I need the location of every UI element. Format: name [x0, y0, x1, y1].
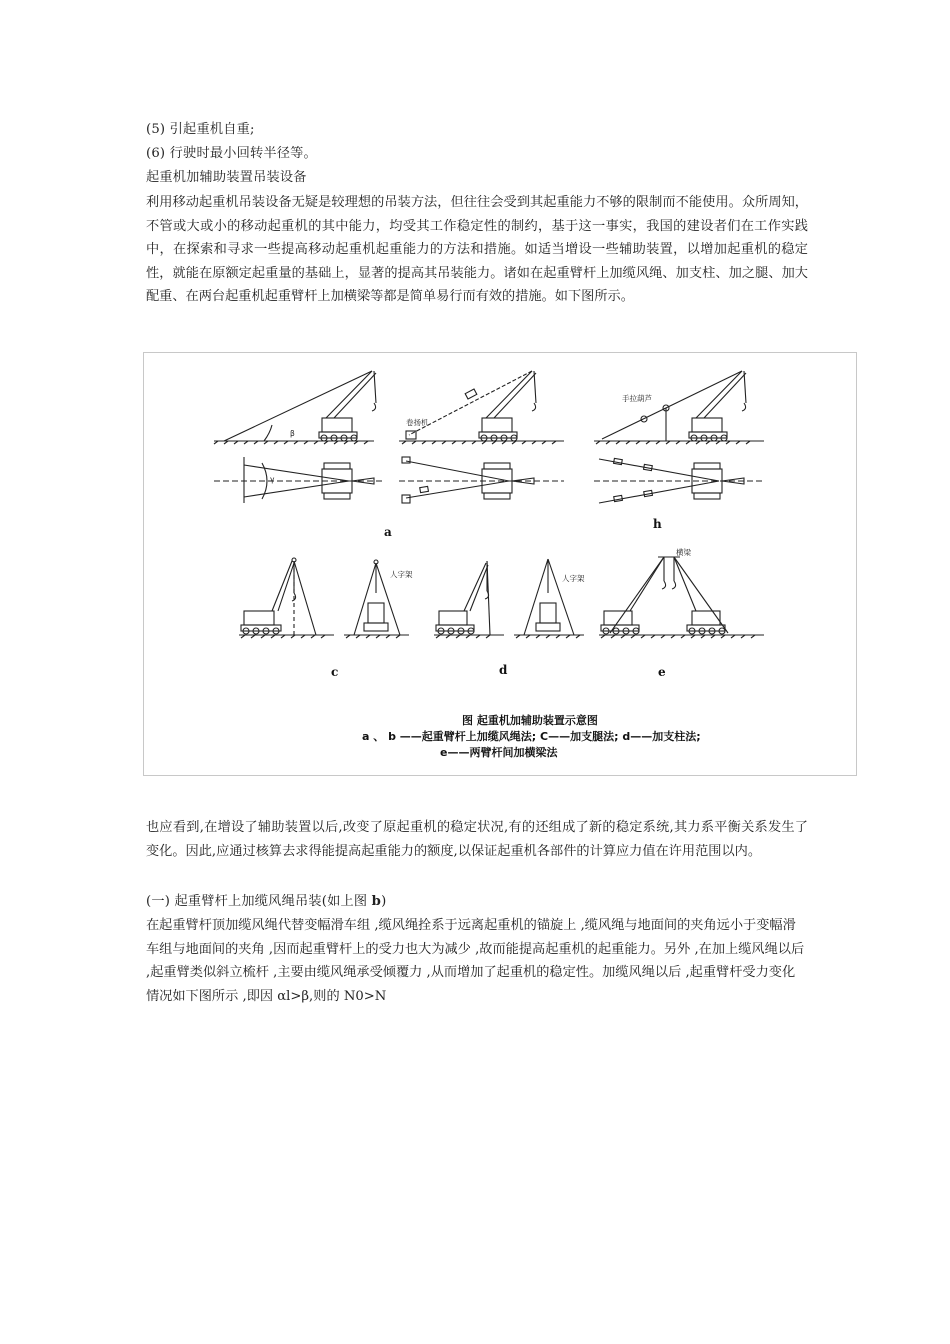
list-item-5: (5) 引起重机自重;: [146, 122, 255, 137]
figure-caption-line2: e——两臂杆间加横梁法: [440, 746, 558, 759]
panel-h-plan: [594, 458, 764, 503]
beta-label: β: [290, 429, 295, 438]
panel-b-plan: [399, 457, 564, 503]
panel-label-h: h: [653, 517, 662, 531]
subsection-heading-close: ): [381, 894, 387, 909]
gamma-label: γ: [270, 475, 275, 484]
a-frame-label-1: 人字架: [390, 570, 413, 579]
figure-caption-title: 图 起重机加辅助装置示意图: [462, 714, 598, 727]
panel-b-elevation: [399, 371, 564, 444]
subsection-heading-text: (一) 起重臂杆上加缆风绳吊装(如上图: [146, 894, 372, 909]
a-frame-label-2: 人字架: [562, 574, 585, 583]
after-figure-paragraph: 也应看到,在增设了辅助装置以后,改变了原起重机的稳定状况,有的还组成了新的稳定系统,其力系平衡关系发生了变化。因此,应通过核算去求得能提高起重能力的额度,以保证起重机各部件的计算应力值在许用范围以内。: [146, 820, 808, 859]
panel-e: [599, 557, 764, 638]
intro-paragraph: 利用移动起重机吊装设备无疑是较理想的吊装方法，但往往会受到其起重能力不够的限制而不能使用。众所周知，不管或大或小的移动起重机的其中能力，均受其工作稳定性的制约，基于这一事实，我国的建设者们在工作实践中，在探索和寻求一些提高移动起重机起重能力的方法和措施。如适当增设一些辅助装置，以增加起重机的稳定性，就能在原额定起重量的基础上，显著的提高其吊装能力。诸如在起重臂杆上加缆风绳、加支柱、加之腿、加大配重、在两台起重机起重臂杆上加横梁等都是简单易行而有效的措施。如下图所示。: [146, 195, 808, 304]
panel-label-e: e: [658, 665, 666, 679]
panel-c: [239, 558, 334, 638]
crossbeam-label: 横梁: [676, 548, 691, 557]
panel-d-front: [514, 559, 584, 638]
subsection-heading: [146, 892, 386, 912]
panel-a-elevation: [214, 371, 376, 444]
panel-label-d: d: [499, 663, 508, 677]
list-item-6: (6) 行驶时最小回转半径等。: [146, 146, 317, 161]
panel-label-a: a: [384, 525, 392, 539]
crane-auxiliary-figure: [143, 352, 857, 776]
panel-h-elevation: [594, 371, 764, 444]
section-title: 起重机加辅助装置吊装设备: [146, 170, 307, 185]
subsection-paragraph: 在起重臂杆顶加缆风绳代替变幅滑车组 ,缆风绳拴系于远离起重机的锚旋上 ,缆风绳与地面间的夹角远小于变幅滑车组与地面间的夹角 ,因而起重臂杆上的受力也大为减少 ,故而能提高起重机的起重能力。另外 ,在加上缆风绳以后 ,起重臂类似斜立梳杆 ,主要由缆风绳承受倾覆力 ,从而增加了起重机的稳定性。加缆风绳以后 ,起重臂杆受力变化情况如下图所示 ,即因 αl>β,则的 N0>N: [146, 918, 805, 1004]
subsection-heading-bold: b: [371, 894, 382, 909]
winch-label: 卷扬机: [406, 418, 429, 427]
figure-caption-line1: a 、 b ——起重臂杆上加缆风绳法; C——加支腿法; d——加支柱法;: [362, 730, 701, 743]
panel-d: [434, 561, 504, 638]
panel-a-plan: [214, 457, 384, 503]
panel-label-c: c: [331, 665, 339, 679]
hand-hoist-label: 手拉葫芦: [622, 394, 652, 403]
